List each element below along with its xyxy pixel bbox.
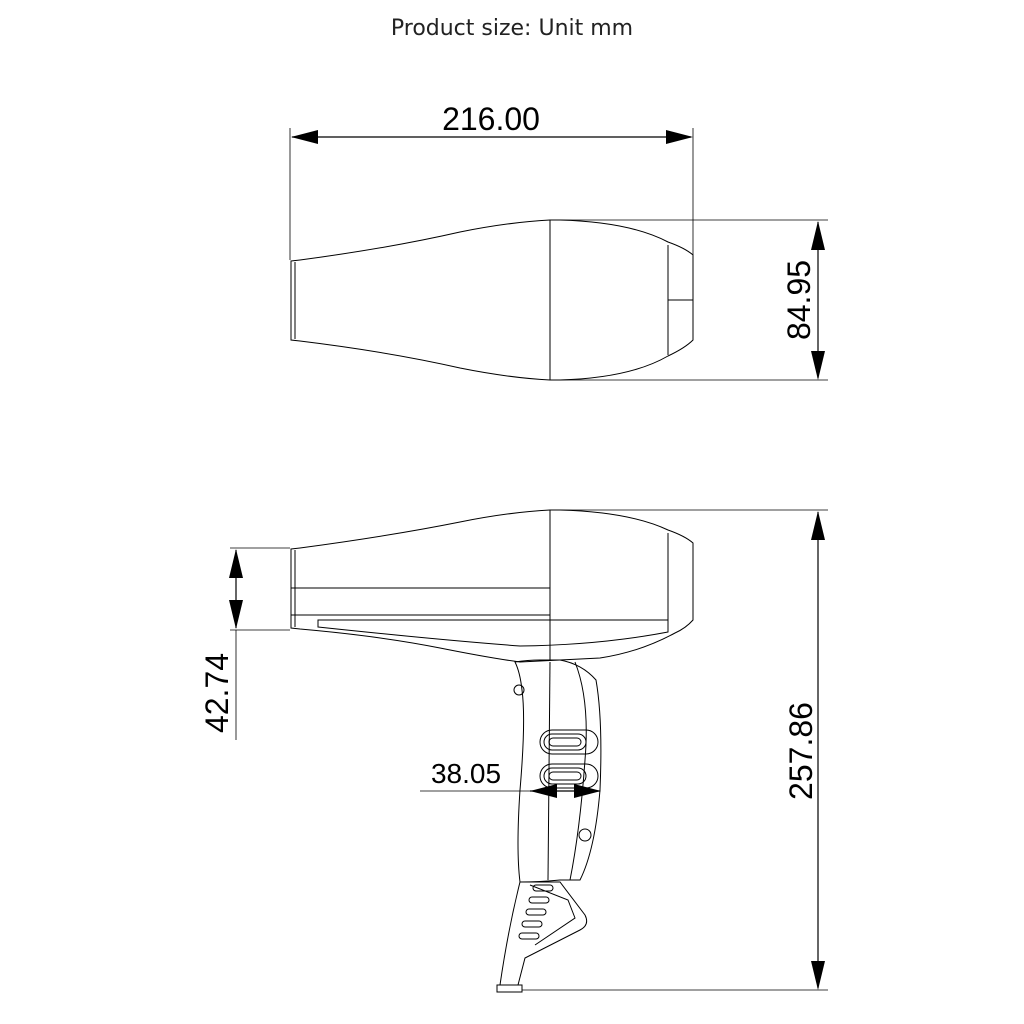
length-arrow-left — [291, 130, 318, 144]
body-height-arrow-top — [811, 221, 825, 250]
nozzle-height-arrow-top — [229, 549, 243, 578]
top-view — [290, 101, 828, 380]
total-height-arrow-top — [811, 511, 825, 540]
length-arrow-right — [666, 130, 693, 144]
cool-shot-button — [579, 829, 591, 841]
length-label: 216.00 — [442, 101, 540, 137]
handle-width-label: 38.05 — [430, 758, 502, 789]
handle-width-arrow-right — [574, 784, 601, 798]
handle-width-arrow-left — [530, 784, 557, 798]
nozzle-height-label: 42.74 — [199, 652, 235, 734]
top-view-body-outline — [291, 220, 693, 380]
side-view — [199, 510, 828, 992]
handle-outline — [515, 660, 601, 882]
diagram-title: Product size: Unit mm — [390, 16, 634, 41]
total-height-arrow-bottom — [811, 961, 825, 990]
body-height-label: 84.95 — [781, 259, 817, 341]
total-height-label: 257.86 — [783, 702, 819, 800]
cord-exit — [497, 985, 522, 992]
side-view-air-slot — [318, 620, 668, 646]
side-view-body-outline — [291, 510, 693, 662]
body-height-arrow-bottom — [811, 351, 825, 380]
handle-inner-line — [548, 662, 550, 880]
cord-guard-ribs — [519, 885, 553, 939]
nozzle-height-arrow-bottom — [229, 600, 243, 629]
